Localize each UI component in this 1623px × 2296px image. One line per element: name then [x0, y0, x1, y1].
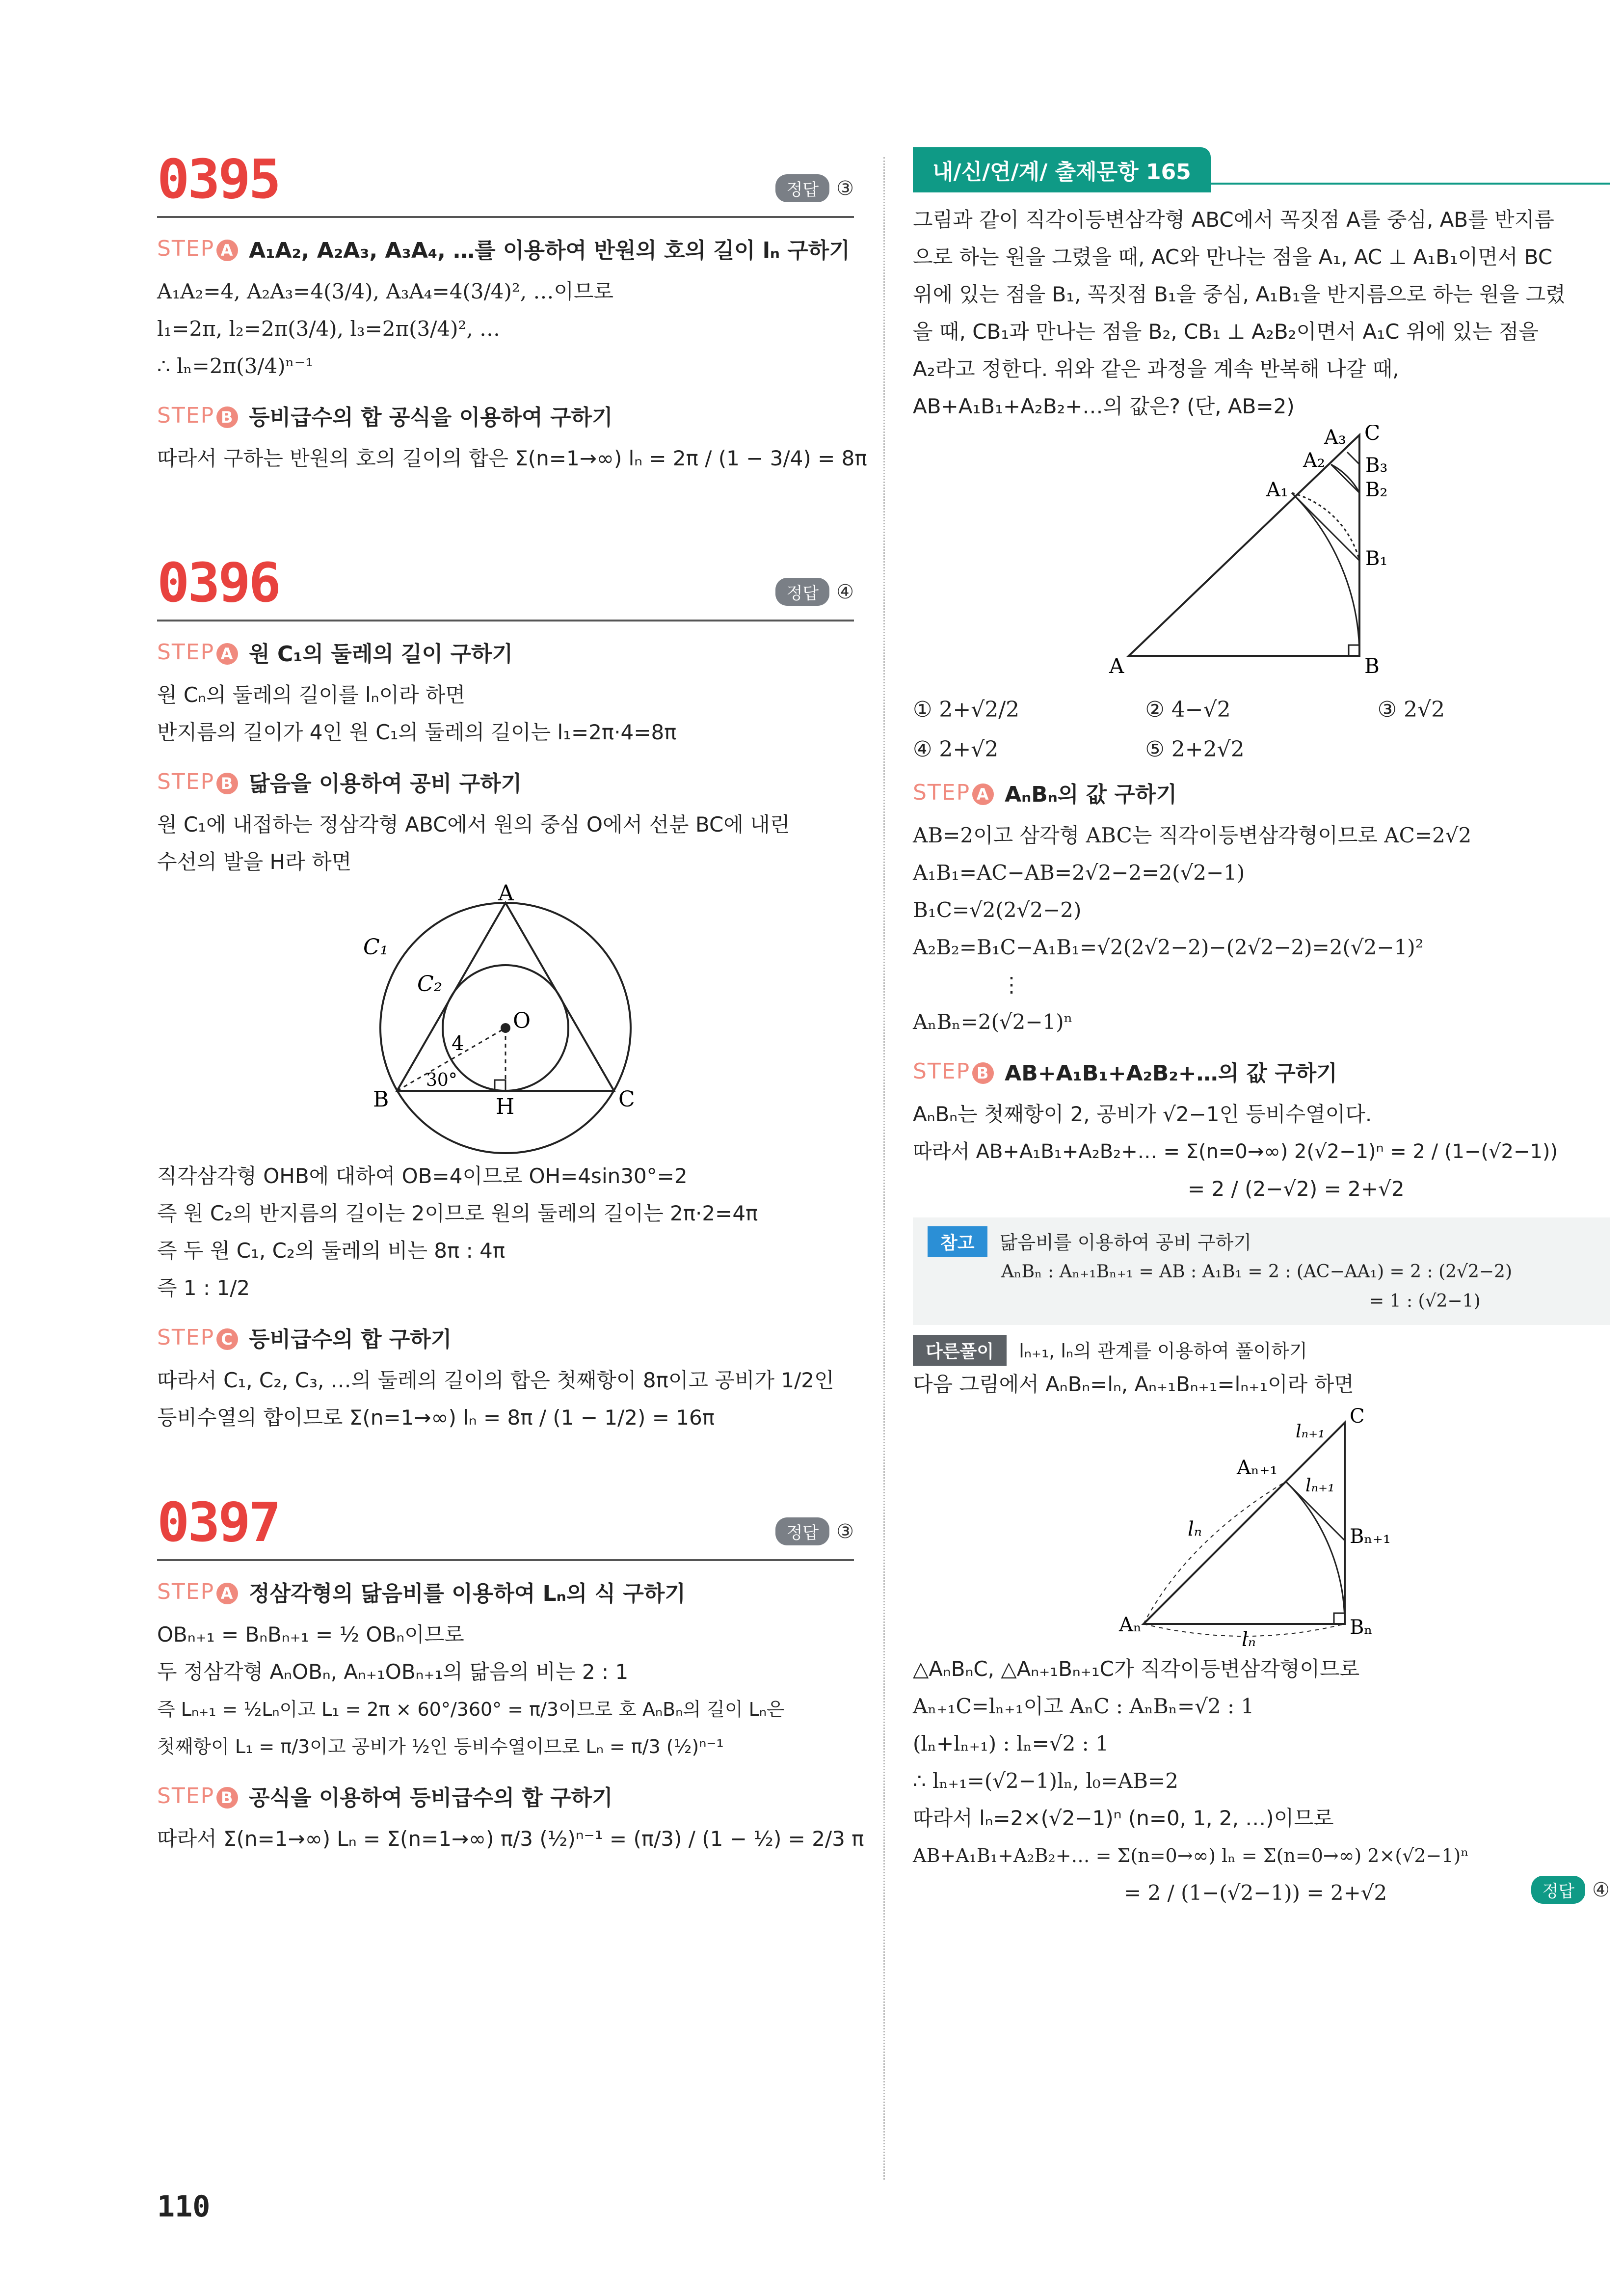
choice-2[interactable]: ② 4−√2: [1145, 697, 1231, 722]
choice-1[interactable]: ① 2+√2/2: [913, 697, 1020, 722]
label-ln1: lₙ₊₁: [1296, 1422, 1325, 1442]
solution-line: AₙBₙ는 첫째항이 2, 공비가 √2−1인 등비수열이다.: [913, 1102, 1372, 1126]
alt-line: 따라서 lₙ=2×(√2−1)ⁿ (n=0, 1, 2, …)이므로: [913, 1806, 1334, 1830]
label-a2: A₂: [1303, 449, 1325, 472]
answer-value: ④: [836, 580, 854, 603]
alt-line: (lₙ+lₙ₊₁) : lₙ=√2 : 1: [913, 1731, 1109, 1756]
step-title: AₙBₙ의 값 구하기: [1005, 782, 1177, 807]
label-a: A: [1109, 654, 1124, 678]
label-b3: B₃: [1365, 454, 1388, 477]
step-a: [913, 777, 1610, 808]
solution-line: AₙBₙ=2(√2−1)ⁿ: [913, 1010, 1073, 1034]
question-line: AB+A₁B₁+A₂B₂+…의 값은? (단, AB=2): [913, 394, 1295, 418]
solution-line: 즉 원 C₂의 반지름의 길이는 2이므로 원의 둘레의 길이는 2π·2=4π: [157, 1201, 758, 1225]
step-label: STEP B: [157, 769, 238, 794]
final-line: 따라서 구하는 반원의 호의 길이의 합은 Σ(n=1→∞) lₙ = 2π / (1 − 3/4) = 8π: [157, 446, 867, 470]
step-c: [157, 1322, 854, 1353]
label-ln-bottom: lₙ: [1242, 1628, 1256, 1648]
solution-line: A₂B₂=B₁C−A₁B₁=√2(2√2−2)−(2√2−2)=2(√2−1)²: [913, 935, 1424, 959]
alt-line: △AₙBₙC, △Aₙ₊₁Bₙ₊₁C가 직각이등변삼각형이므로: [913, 1657, 1360, 1681]
solution-line: AB=2이고 삼각형 ABC는 직각이등변삼각형이므로 AC=2√2: [913, 823, 1472, 847]
question-line: 위에 있는 점을 B₁, 꼭짓점 B₁을 중심, A₁B₁을 반지름으로 하는 원을 그렸: [913, 282, 1566, 306]
answer-value: ③: [836, 177, 854, 200]
linked-question-tag: 내/신/연/계/ 출제문항 165: [913, 147, 1211, 192]
solution-line: 따라서 AB+A₁B₁+A₂B₂+… = Σ(n=0→∞) 2(√2−1)ⁿ = 2 / (1−(√2−1)): [913, 1140, 1558, 1163]
solution-line: = 2 / (2−√2) = 2+√2: [1188, 1177, 1405, 1201]
answer-value: ④: [1592, 1878, 1610, 1901]
step-a: [157, 1576, 854, 1607]
solution-line: 직각삼각형 OHB에 대하여 OB=4이므로 OH=4sin30°=2: [157, 1164, 688, 1188]
label-bn: Bₙ: [1350, 1616, 1373, 1639]
problem-number: 0397: [157, 1491, 279, 1554]
solution-line: 원 C₁에 내접하는 정삼각형 ABC에서 원의 중심 O에서 선분 BC에 내린: [157, 812, 790, 837]
answer-badge: [775, 578, 854, 606]
answer-badge: [1531, 1876, 1610, 1904]
step-label: STEP A: [913, 780, 994, 805]
label-ln: lₙ: [1188, 1518, 1202, 1540]
problem-0395: [157, 147, 867, 477]
choice-5[interactable]: ⑤ 2+2√2: [1145, 737, 1245, 762]
step-title: 등비급수의 합 공식을 이용하여 구하기: [249, 405, 613, 430]
alt-tag: 다른풀이: [913, 1335, 1007, 1366]
step-title: 닮음을 이용하여 공비 구하기: [249, 771, 522, 796]
step-title: 공식을 이용하여 등비급수의 합 구하기: [249, 1785, 613, 1810]
label-c: C: [1364, 425, 1381, 445]
solution-line: 두 정삼각형 AₙOBₙ, Aₙ₊₁OBₙ₊₁의 닮음의 비는 2 : 1: [157, 1660, 629, 1684]
solution-line: B₁C=√2(2√2−2): [913, 898, 1082, 922]
column-divider: [883, 157, 885, 2180]
page-number: 110: [157, 2189, 211, 2224]
answer-badge: [775, 1517, 854, 1545]
label-b: B: [373, 1087, 389, 1112]
answer-label: 정답: [775, 578, 829, 606]
note-line: AₙBₙ : Aₙ₊₁Bₙ₊₁ = AB : A₁B₁ = 2 : (AC−AA₁) = 2 : (2√2−2): [1001, 1262, 1512, 1282]
label-bn1: Bₙ₊₁: [1350, 1525, 1391, 1548]
step-b: [157, 766, 854, 797]
answer-label: 정답: [775, 174, 829, 202]
final-line: 따라서 Σ(n=1→∞) Lₙ = Σ(n=1→∞) π/3 (½)ⁿ⁻¹ = (π/3) / (1 − ½) = 2/3 π: [157, 1827, 864, 1851]
answer-badge: [775, 174, 854, 202]
label-an1: Aₙ₊₁: [1237, 1457, 1278, 1479]
label-b2: B₂: [1365, 479, 1388, 501]
step-label: STEP B: [157, 403, 238, 428]
question-line: 을 때, CB₁과 만나는 점을 B₂, CB₁ ⊥ A₂B₂이면서 A₁C 위에 있는 점을: [913, 320, 1539, 344]
question-line: 그림과 같이 직각이등변삼각형 ABC에서 꼭짓점 A를 중심, AB를 반지름: [913, 208, 1554, 232]
solution-line: 즉 1 : 1/2: [157, 1276, 250, 1300]
step-label: STEP B: [913, 1059, 994, 1084]
step-title: 원 C₁의 둘레의 길이 구하기: [249, 642, 513, 667]
alt-line: ∴ lₙ₊₁=(√2−1)lₙ, l₀=AB=2: [913, 1769, 1178, 1793]
alt-title: lₙ₊₁, lₙ의 관계를 이용하여 풀이하기: [1019, 1340, 1307, 1362]
problem-header: [157, 147, 854, 218]
solution-line: A₁B₁=AC−AB=2√2−2=2(√2−1): [913, 861, 1245, 885]
label-ln1-right: lₙ₊₁: [1305, 1476, 1335, 1496]
label-o: O: [513, 1008, 531, 1033]
right-column: [913, 147, 1610, 1912]
label-a: A: [498, 881, 514, 906]
label-b: B: [1364, 654, 1380, 678]
solution-line: l₁=2π, l₂=2π(3/4), l₃=2π(3/4)², …: [157, 317, 501, 341]
label-c: C: [618, 1087, 635, 1112]
step-a: [157, 233, 854, 264]
step-title: 정삼각형의 닮음비를 이용하여 Lₙ의 식 구하기: [249, 1581, 686, 1606]
label-c: C: [1350, 1405, 1365, 1428]
step-b: [157, 400, 854, 431]
label-c1: C₁: [363, 935, 389, 960]
solution-line: 등비수열의 합이므로 Σ(n=1→∞) lₙ = 8π / (1 − 1/2) = 16π: [157, 1405, 715, 1430]
solution-line: ∴ lₙ=2π(3/4)ⁿ⁻¹: [157, 354, 314, 378]
choice-3[interactable]: ③ 2√2: [1377, 697, 1445, 722]
problem-number: 0395: [157, 148, 279, 211]
problem-header: [157, 551, 854, 621]
alt-intro: 다음 그림에서 AₙBₙ=lₙ, Aₙ₊₁Bₙ₊₁=lₙ₊₁이라 하면: [913, 1372, 1354, 1396]
solution-line: A₁A₂=4, A₂A₃=4(3/4), A₃A₄=4(3/4)², …이므로: [157, 279, 614, 303]
step-title: A₁A₂, A₂A₃, A₃A₄, …를 이용하여 반원의 호의 길이 lₙ 구하기: [249, 238, 850, 263]
label-an: Aₙ: [1119, 1614, 1142, 1636]
note-tag: 참고: [928, 1226, 987, 1257]
alt-line: Aₙ₊₁C=lₙ₊₁이고 AₙC : AₙBₙ=√2 : 1: [913, 1694, 1254, 1718]
answer-choices: [913, 697, 1610, 762]
label-h: H: [496, 1094, 515, 1119]
question-line: A₂라고 정한다. 위와 같은 과정을 계속 반복해 나갈 때,: [913, 357, 1399, 381]
alternative-solution: [913, 1335, 1610, 1912]
solution-line: 반지름의 길이가 4인 원 C₁의 둘레의 길이는 l₁=2π·4=8π: [157, 720, 677, 744]
note-title: 닮음비를 이용하여 공비 구하기: [999, 1232, 1252, 1253]
right-triangle-figure: [913, 425, 1610, 680]
label-a3: A₃: [1324, 426, 1346, 449]
step-label: STEP A: [157, 640, 238, 665]
label-angle: 30°: [426, 1070, 457, 1090]
alt-final-row: [913, 1874, 1610, 1912]
solution-line: 즉 두 원 C₁, C₂의 둘레의 비는 8π : 4π: [157, 1239, 506, 1263]
solution-line: 첫째항이 L₁ = π/3이고 공비가 ½인 등비수열이므로 Lₙ = π/3 (½)ⁿ⁻¹: [157, 1736, 724, 1757]
step-title: 등비급수의 합 구하기: [249, 1327, 452, 1352]
answer-label: 정답: [775, 1517, 829, 1545]
label-b1: B₁: [1365, 547, 1388, 570]
label-a1: A₁: [1266, 479, 1288, 501]
step-b: [913, 1055, 1610, 1087]
label-c2: C₂: [417, 972, 443, 997]
left-column: [157, 147, 867, 1858]
problem-number: 0396: [157, 551, 279, 614]
note-box: [913, 1217, 1610, 1325]
step-b: [157, 1780, 854, 1811]
alt-line: AB+A₁B₁+A₂B₂+… = Σ(n=0→∞) lₙ = Σ(n=0→∞) 2×(√2−1)ⁿ: [913, 1845, 1469, 1866]
solution-line: OBₙ₊₁ = BₙBₙ₊₁ = ½ OBₙ이므로: [157, 1622, 464, 1647]
step-label: STEP A: [157, 236, 238, 261]
answer-label: 정답: [1531, 1876, 1585, 1904]
solution-line: 즉 Lₙ₊₁ = ½Lₙ이고 L₁ = 2π × 60°/360° = π/3이므로 호 AₙBₙ의 길이 Lₙ은: [157, 1699, 785, 1720]
solution-line: 원 Cₙ의 둘레의 길이를 lₙ이라 하면: [157, 683, 466, 707]
choice-4[interactable]: ④ 2+√2: [913, 737, 999, 762]
label-radius: 4: [452, 1032, 464, 1055]
question-text: [913, 201, 1610, 425]
note-line: = 1 : (√2−1): [1369, 1291, 1481, 1311]
step-label: STEP A: [157, 1579, 238, 1604]
answer-value: ③: [836, 1520, 854, 1543]
alt-line: = 2 / (1−(√2−1)) = 2+√2: [1124, 1881, 1387, 1905]
step-a: [157, 636, 854, 668]
alt-figure: [913, 1403, 1610, 1648]
question-line: 으로 하는 원을 그렸을 때, AC와 만나는 점을 A₁, AC ⊥ A₁B₁이면서 BC: [913, 245, 1553, 269]
linked-question-header: [913, 147, 1610, 201]
step-label: STEP C: [157, 1325, 238, 1350]
problem-header: [157, 1490, 854, 1561]
solution-line: 따라서 C₁, C₂, C₃, …의 둘레의 길이의 합은 첫째항이 8π이고 공비가 1/2인: [157, 1368, 834, 1392]
solution-line: ⋮: [1001, 972, 1022, 997]
step-title: AB+A₁B₁+A₂B₂+…의 값 구하기: [1005, 1061, 1337, 1086]
problem-0397: [157, 1490, 864, 1858]
circle-triangle-figure: [157, 881, 854, 1156]
solution-line: 수선의 발을 H라 하면: [157, 850, 352, 874]
problem-0396: [157, 551, 854, 1436]
step-label: STEP B: [157, 1783, 238, 1809]
